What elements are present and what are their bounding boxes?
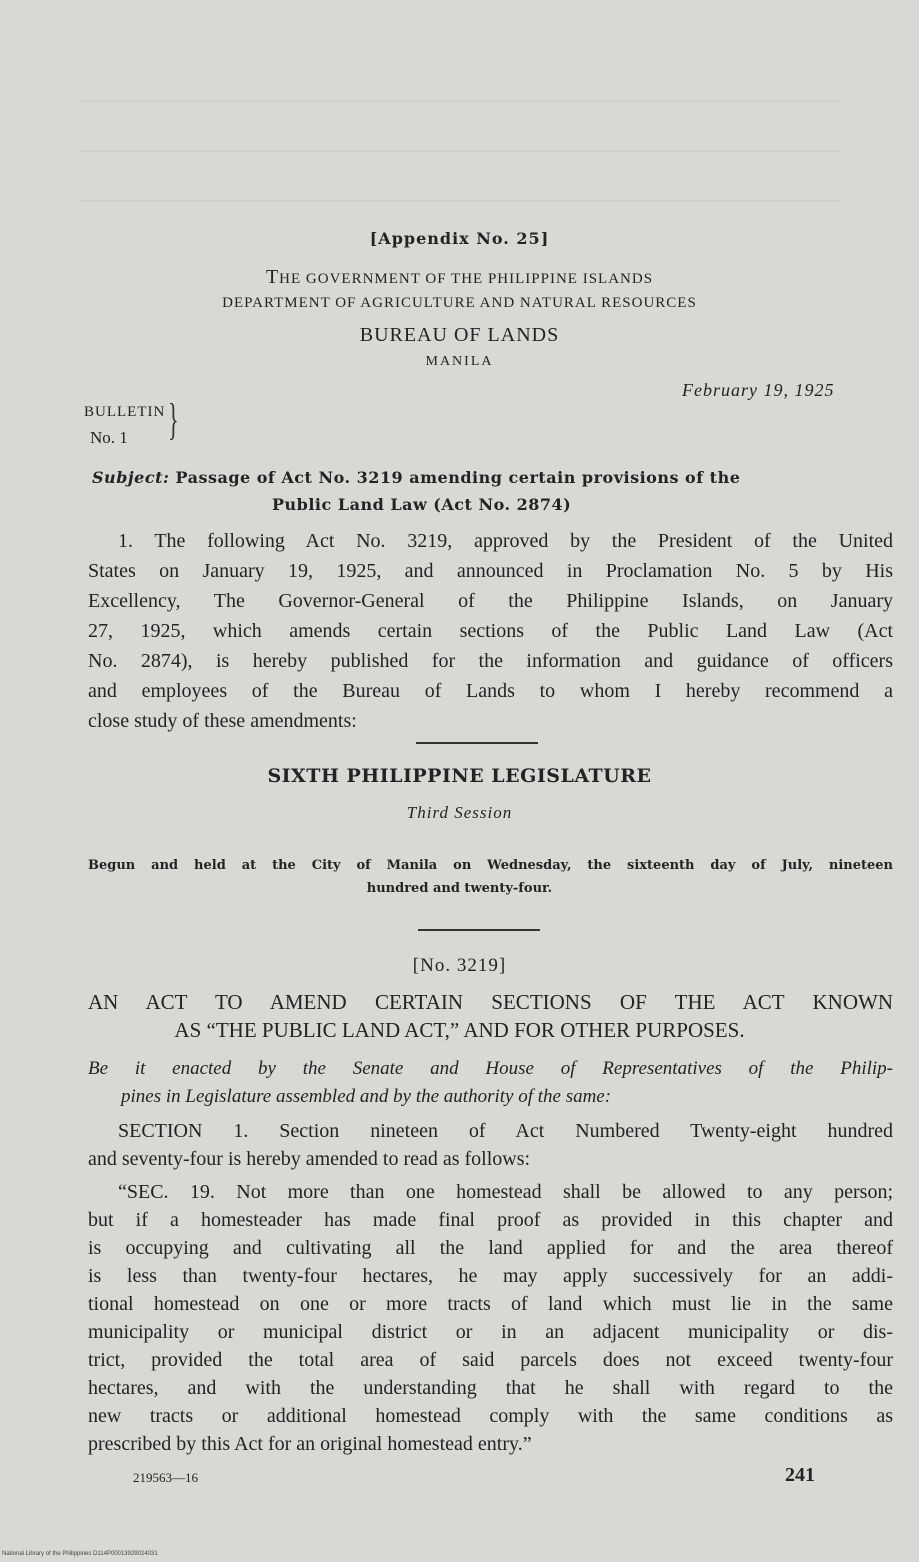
enacting-clause-line1: Be it enacted by the Senate and House of Representatives of the Philip- (88, 1058, 893, 1079)
sec19-line: tional homestead on one or more tracts of land which must lie in the same (88, 1293, 893, 1315)
sec19-line: but if a homesteader has made final proof as provided in this chapter and (88, 1209, 893, 1231)
intro-line: 1. The following Act No. 3219, approved by the President of the United (118, 530, 893, 552)
sec19-line: is occupying and cultivating all the land applied for and the area thereof (88, 1237, 893, 1259)
city-heading: MANILA (425, 354, 494, 369)
intro-line: No. 2874), is hereby published for the information and guidance of officers (88, 650, 893, 672)
intro-line: 27, 1925, which amends certain sections of the Public Land Law (Act (88, 620, 893, 642)
bureau-heading: BUREAU OF LANDS (359, 324, 560, 346)
library-watermark: National Library of the Philippines D114P00013929024031 (2, 1551, 158, 1557)
appendix-label: [Appendix No. 25] (369, 229, 550, 248)
bulletin-number: No. 1 (90, 428, 128, 447)
legislature-session: Third Session (406, 803, 513, 822)
department-heading: DEPARTMENT OF AGRICULTURE AND NATURAL RESOURCES (222, 295, 697, 311)
bleed-through-line (80, 100, 840, 102)
government-first: T (265, 266, 280, 288)
page-number: 241 (785, 1464, 815, 1486)
section1-line: SECTION 1. Section nineteen of Act Numbered Twenty-eight hundred (118, 1120, 893, 1142)
intro-line: States on January 19, 1925, and announced in Proclamation No. 5 by His (88, 560, 893, 582)
bulletin-date: February 19, 1925 (682, 380, 835, 400)
subject-line (92, 468, 892, 487)
bleed-through-line (80, 150, 840, 152)
act-number: [No. 3219] (412, 955, 507, 976)
sec19-line: is less than twenty-four hectares, he may apply successively for an addi- (88, 1265, 893, 1287)
subject-label: Subject: (92, 468, 170, 487)
sec19-line: “SEC. 19. Not more than one homestead shall be allowed to any person; (118, 1181, 893, 1203)
begun-line2: hundred and twenty-four. (366, 881, 553, 896)
printer-signature: 219563—16 (133, 1470, 198, 1485)
bleed-through-line (80, 200, 840, 202)
brace-icon: } (168, 395, 179, 444)
bulletin-label: BULLETIN (84, 404, 166, 420)
intro-line: Excellency, The Governor-General of the Philippine Islands, on January (88, 590, 893, 612)
sec19-line: hectares, and with the understanding that he shall with regard to the (88, 1377, 893, 1399)
section1-line: and seventy-four is hereby amended to read as follows: (88, 1148, 531, 1170)
begun-line1: Begun and held at the City of Manila on Wednesday, the sixteenth day of July, nineteen (88, 858, 893, 873)
legislature-title: SIXTH PHILIPPINE LEGISLATURE (267, 765, 652, 787)
sec19-line: municipality or municipal district or in an adjacent municipality or dis- (88, 1321, 893, 1343)
intro-line: and employees of the Bureau of Lands to whom I hereby recommend a (88, 680, 893, 702)
section-divider (416, 742, 538, 744)
subject-text-line2: Public Land Law (Act No. 2874) (272, 495, 572, 514)
government-rest: HE GOVERNMENT OF THE PHILIPPINE ISLANDS (279, 271, 654, 287)
section-divider (418, 929, 540, 931)
sec19-line: new tracts or additional homestead comply with the same conditions as (88, 1405, 893, 1427)
act-title-line2: AS “THE PUBLIC LAND ACT,” AND FOR OTHER PURPOSES. (174, 1018, 745, 1042)
subject-text-line1: Passage of Act No. 3219 amending certain provisions of the (175, 468, 741, 487)
sec19-line: prescribed by this Act for an original homestead entry.” (88, 1433, 532, 1455)
enacting-clause-line2: pines in Legislature assembled and by the authority of the same: (121, 1086, 612, 1107)
sec19-line: trict, provided the total area of said parcels does not exceed twenty-four (88, 1349, 893, 1371)
government-heading (0, 266, 919, 289)
intro-line: close study of these amendments: (88, 710, 357, 732)
act-title-line1: AN ACT TO AMEND CERTAIN SECTIONS OF THE ACT KNOWN (88, 990, 893, 1014)
